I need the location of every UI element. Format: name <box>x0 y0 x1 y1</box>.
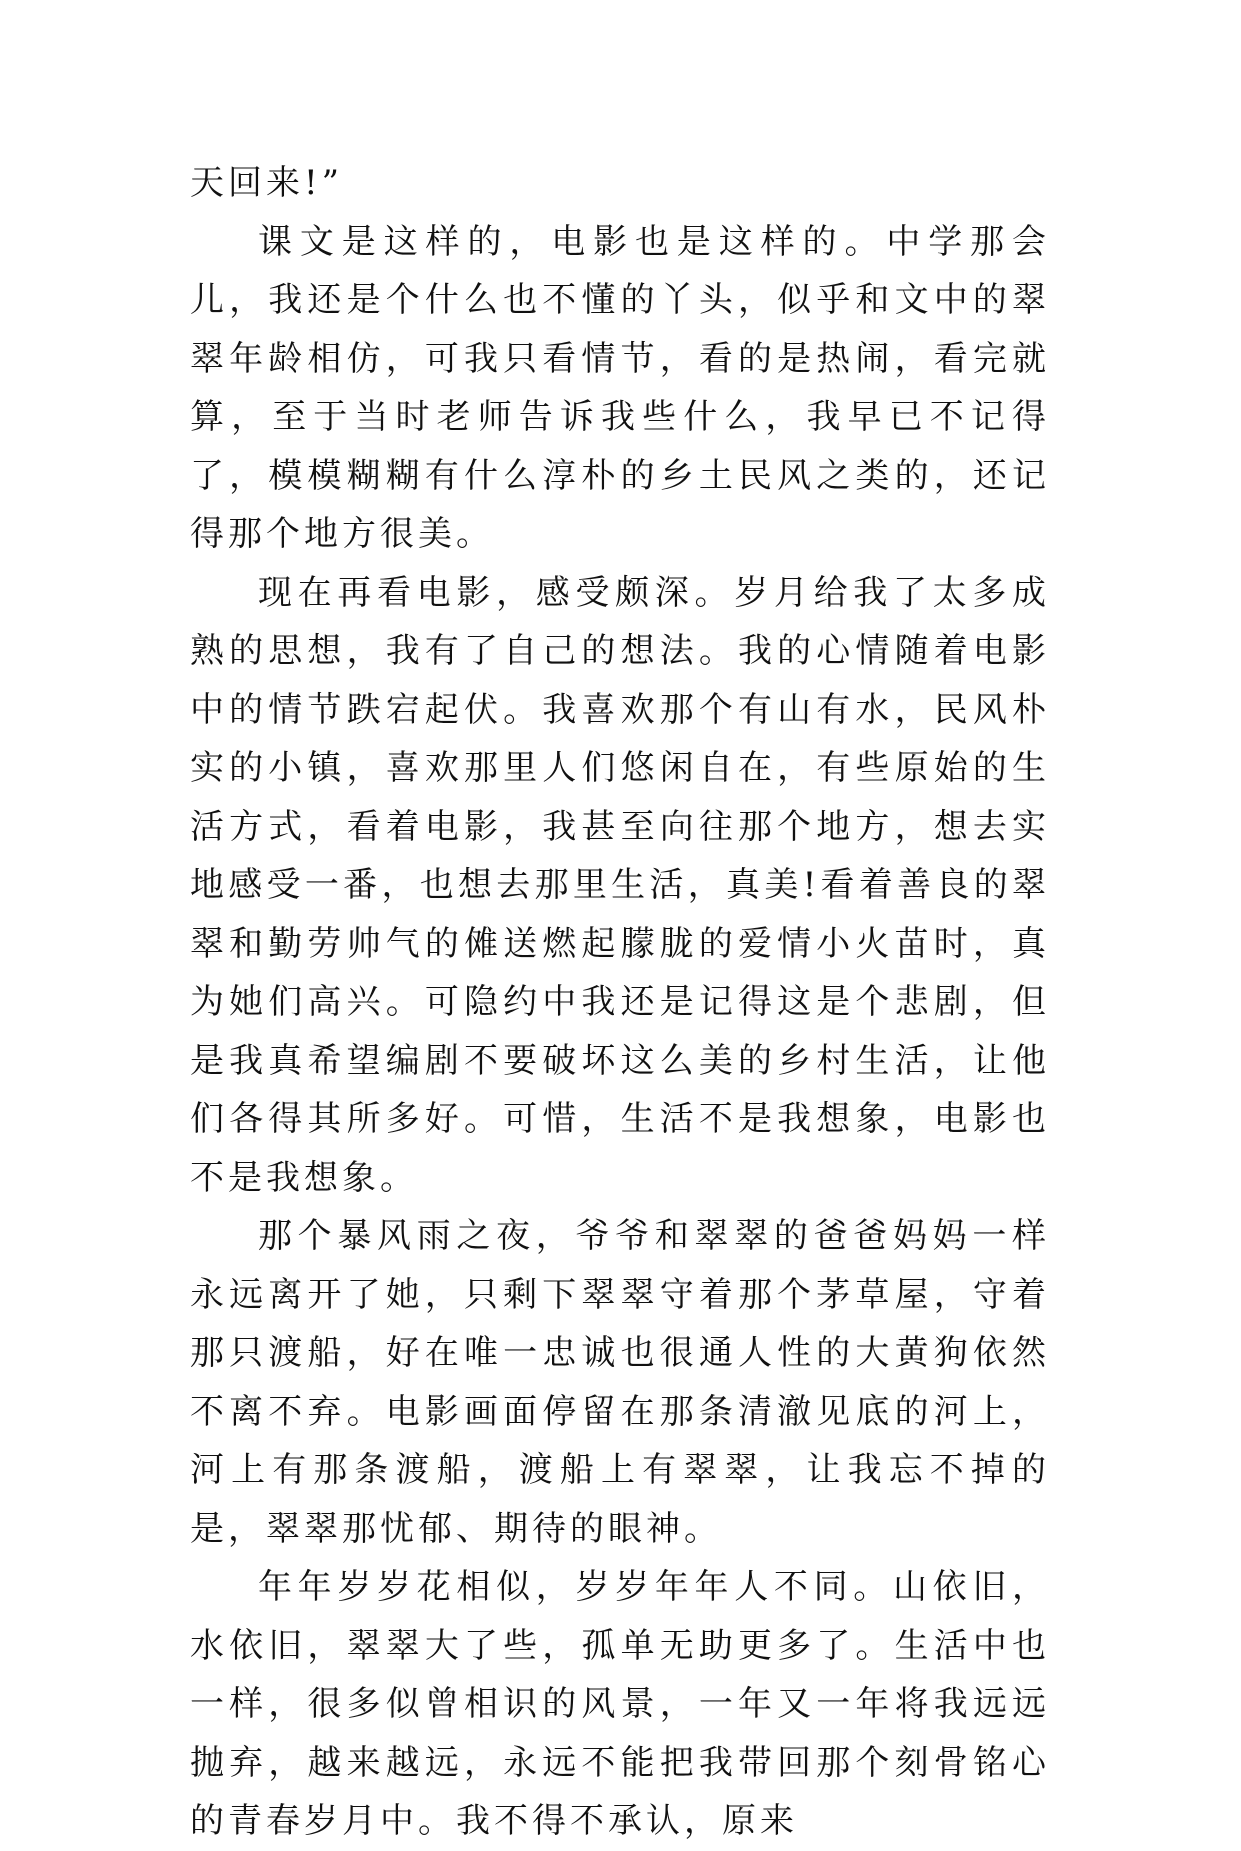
body-text <box>190 154 1050 1851</box>
paragraph-2: 课文是这样的，电影也是这样的。中学那会儿，我还是个什么也不懂的丫头，似乎和文中的翠翠年龄相仿，可我只看情节，看的是热闹，看完就算，至于当时老师告诉我些什么，我早已不记得了，模模糊糊有什么淳朴的乡土民风之类的，还记得那个地方很美。 <box>190 221 1050 554</box>
paragraph-3: 现在再看电影，感受颇深。岁月给我了太多成熟的思想，我有了自己的想法。我的心情随着电影中的情节跌宕起伏。我喜欢那个有山有水，民风朴实的小镇，喜欢那里人们悠闲自在，有些原始的生活方式，看着电影，我甚至向往那个地方，想去实地感受一番，也想去那里生活，真美!看着善良的翠翠和勤劳帅气的傩送燃起朦胧的爱情小火苗时，真为她们高兴。可隐约中我还是记得这是个悲剧，但是我真希望编剧不要破坏这么美的乡村生活，让他们各得其所多好。可惜，生活不是我想象，电影也不是我想象。 <box>190 572 1050 1198</box>
paragraph-1: 天回来!” <box>190 163 344 203</box>
paragraph-5: 年年岁岁花相似，岁岁年年人不同。山依旧，水依旧，翠翠大了些，孤单无助更多了。生活中也一样，很多似曾相识的风景，一年又一年将我远远抛弃，越来越远，永远不能把我带回那个刻骨铭心的青春岁月中。我不得不承认，原来 <box>190 1567 1050 1841</box>
paragraph-4: 那个暴风雨之夜，爷爷和翠翠的爸爸妈妈一样永远离开了她，只剩下翠翠守着那个茅草屋，守着那只渡船，好在唯一忠诚也很通人性的大黄狗依然不离不弃。电影画面停留在那条清澈见底的河上，河上有那条渡船，渡船上有翠翠，让我忘不掉的是，翠翠那忧郁、期待的眼神。 <box>190 1216 1050 1549</box>
